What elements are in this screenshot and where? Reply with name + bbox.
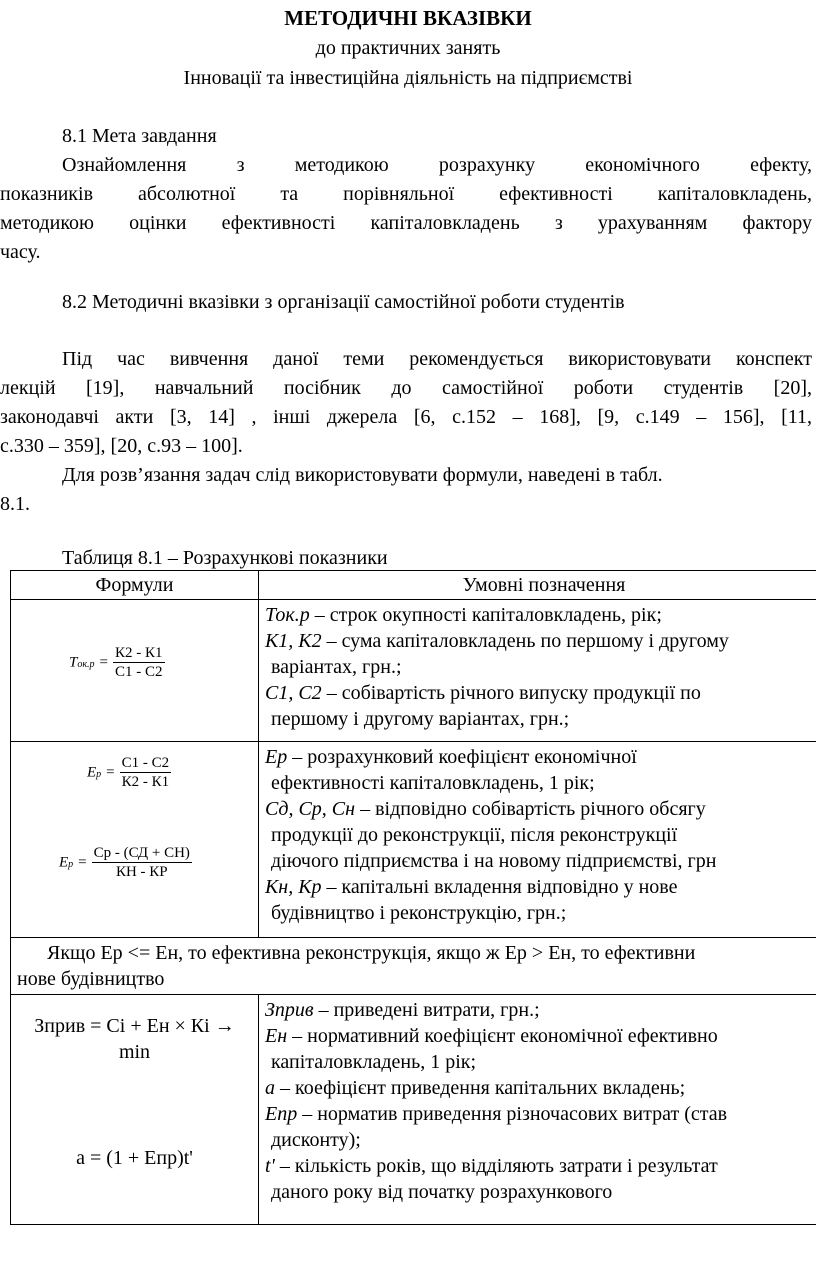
document-subtitle: до практичних занять <box>315 37 501 59</box>
section-8-1-line-4: часу. <box>0 241 41 263</box>
section-8-1-line-3: методикою оцінки ефективності капіталовкладень з урахуванням фактору <box>0 212 812 234</box>
note-line-1: Якщо Ер <= Ен, то ефективна реконструкція, якщо ж Ер > Ен, то ефективни <box>47 942 696 964</box>
section-8-2-para1-line-2: лекцій [19], навчальний посібник до самостійної роботи студентів [20], <box>0 377 812 399</box>
table-row <box>11 995 816 1225</box>
section-8-2-para1-line-1: Під час вивчення даної теми рекомендується використовувати конспект <box>62 348 812 370</box>
notation-cell-payback: Ток.р – строк окупності капіталовкладень, рік; К1, К2 – сума капіталовкладень по першому і другому варіантах, грн.; С1, С2 – собівартість річного випуску продукції по першому і другому варіантах, грн.; <box>259 600 816 742</box>
table-row <box>11 938 816 995</box>
header-formulas: Формули <box>11 571 259 600</box>
formula-cell-costs <box>11 995 259 1225</box>
course-name: Інновації та інвестиційна діяльність на підприємстві <box>183 67 633 89</box>
formula-discount-coefficient: а = (1 + Епр)t' <box>76 1147 193 1169</box>
section-8-2-para2-line-2: 8.1. <box>0 493 30 515</box>
formula-efficiency-1: Eр = $\frac{С1 - С2}{К2 - К1}$ <box>87 755 170 790</box>
notation-cell-costs: Зприв – приведені витрати, грн.; Ен – нормативний коефіцієнт економічної ефективно капіталовкладень, 1 рік; а – коефіцієнт приведення капітальних вкладень; Епр – норматив приведення різночасових витрат (став дисконту); t' – кількість років, що відділяють затрати і результат даного року від початку розрахункового <box>259 995 816 1225</box>
note-cell <box>11 938 816 995</box>
formula-payback: Tок.р = $\frac{К2 - К1}{С1 - С2}$ <box>69 645 163 680</box>
formula-reduced-costs: Зприв = Сі + Ен × Кі → <box>34 1015 235 1037</box>
section-8-2-para2-line-1: Для розв’язання задач слід використовувати формули, наведені в табл. <box>62 464 663 486</box>
section-8-2-para1-line-3: законодавчі акти [3, 14] , інші джерела [6, с.152 – 168], [9, с.149 – 156], [11, <box>0 406 812 428</box>
note-line-2: нове будівництво <box>17 968 165 990</box>
section-8-1-line-2: показників абсолютної та порівняльної ефективності капіталовкладень, <box>0 183 812 205</box>
formula-reduced-costs-min: min <box>118 1041 151 1063</box>
section-8-1-title: 8.1 Мета завдання <box>62 125 217 147</box>
section-8-2-title: 8.2 Методичні вказівки з організації самостійної роботи студентів <box>62 291 625 313</box>
formulas-table <box>10 570 816 1225</box>
formula-cell-efficiency <box>11 742 259 938</box>
header-notation: Умовні позначення <box>259 571 816 600</box>
section-8-2-para1-line-4: с.330 – 359], [20, с.93 – 100]. <box>0 435 243 457</box>
notation-cell-efficiency: Ер – розрахунковий коефіцієнт економічної ефективності капіталовкладень, 1 рік; Сд, Ср, Сн – відповідно собівартість річного обсягу продукції до реконструкції, після реконструкції діючого підприємства і на новому підприємстві, грн Кн, Кр – капітальні вкладення відповідно у нове будівництво і реконструкцію, грн.; <box>259 742 816 938</box>
formula-efficiency-2: Eр = $\frac{Ср - (СД + СН)}{КН - КР}$ <box>59 845 190 880</box>
document-title: МЕТОДИЧНІ ВКАЗІВКИ <box>284 6 532 30</box>
formula-cell-payback <box>11 600 259 742</box>
table-row <box>11 600 816 742</box>
table-row <box>11 742 816 938</box>
section-8-1-line-1: Ознайомлення з методикою розрахунку економічного ефекту, <box>62 154 812 176</box>
table-caption: Таблиця 8.1 – Розрахункові показники <box>62 547 388 569</box>
